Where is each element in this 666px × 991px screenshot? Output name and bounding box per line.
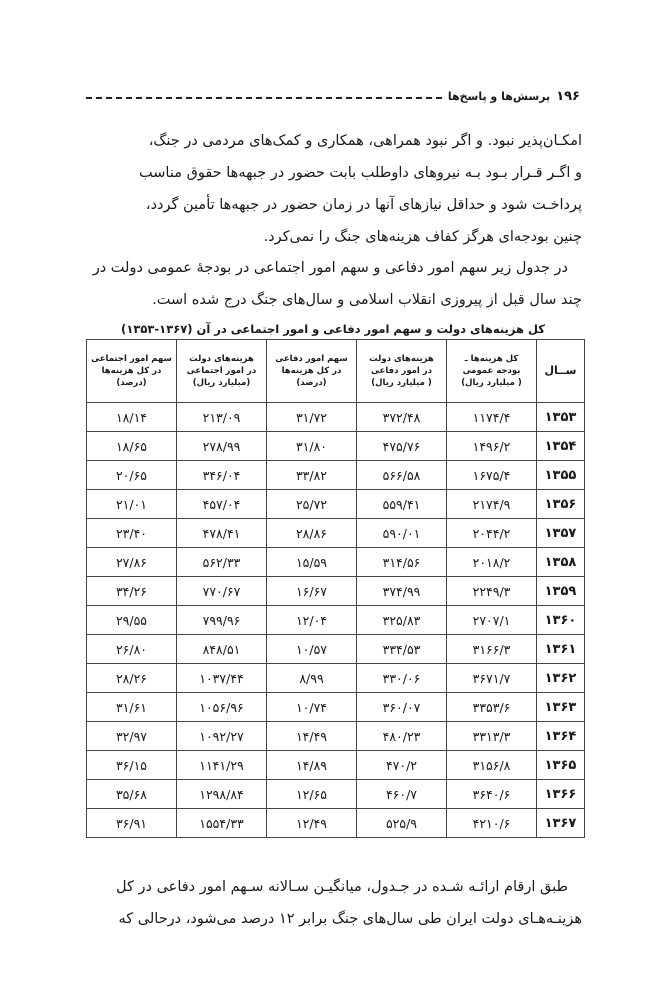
budget-table	[86, 339, 585, 838]
value-cell: ۴۵۷/۰۴	[177, 490, 267, 519]
value-cell: ۲۸/۲۶	[87, 664, 177, 693]
value-cell: ۲۱۷۴/۹	[447, 490, 537, 519]
value-cell: ۱۰/۵۷	[267, 635, 357, 664]
value-cell: ۳۳۴/۵۳	[357, 635, 447, 664]
value-cell: ۱۲۹۸/۸۴	[177, 780, 267, 809]
value-cell: ۱۲/۰۴	[267, 606, 357, 635]
column-header-line: کل هزینه‌ها ـ	[464, 354, 519, 364]
year-cell: ۱۳۵۸	[537, 548, 585, 577]
table-row	[87, 635, 585, 664]
table-row	[87, 809, 585, 838]
value-cell: ۲۵/۷۲	[267, 490, 357, 519]
value-cell: ۱۸/۱۴	[87, 403, 177, 432]
year-cell: ۱۳۶۷	[537, 809, 585, 838]
text-line: در جدول زیر سهم امور دفاعی و سهم امور اجتماعی در بودجۀ عمومی دولت در	[92, 260, 568, 276]
value-cell: ۲۲۴۹/۳	[447, 577, 537, 606]
column-header	[537, 340, 585, 403]
value-cell: ۱۵/۵۹	[267, 548, 357, 577]
value-cell: ۲۹/۵۵	[87, 606, 177, 635]
value-cell: ۳۳۱۳/۳	[447, 722, 537, 751]
year-cell: ۱۳۵۴	[537, 432, 585, 461]
column-header-line: (درصد)	[116, 378, 147, 388]
value-cell: ۱۱۴۱/۲۹	[177, 751, 267, 780]
paragraph-1	[84, 125, 582, 253]
year-cell: ۱۳۶۲	[537, 664, 585, 693]
value-cell: ۵۵۹/۴۱	[357, 490, 447, 519]
table-row	[87, 722, 585, 751]
value-cell: ۱۲/۴۹	[267, 809, 357, 838]
value-cell: ۲۷/۸۶	[87, 548, 177, 577]
value-cell: ۳۶۷۱/۷	[447, 664, 537, 693]
page-number: ۱۹۶	[556, 88, 580, 104]
column-header	[357, 340, 447, 403]
value-cell: ۲۷۸/۹۹	[177, 432, 267, 461]
value-cell: ۵۲۵/۹	[357, 809, 447, 838]
year-cell: ۱۳۶۶	[537, 780, 585, 809]
text-line: هزینـه‌هـای دولت ایران طی سال‌های جنگ برابر ۱۲ درصد می‌شود، درحالی که	[118, 911, 582, 927]
column-header	[177, 340, 267, 403]
value-cell: ۳۵/۶۸	[87, 780, 177, 809]
table-row	[87, 751, 585, 780]
value-cell: ۵۶۲/۳۳	[177, 548, 267, 577]
value-cell: ۴۷۵/۷۶	[357, 432, 447, 461]
table-row	[87, 403, 585, 432]
paragraph-3	[84, 871, 582, 935]
table-row	[87, 490, 585, 519]
value-cell: ۳۴۶/۰۴	[177, 461, 267, 490]
value-cell: ۲۱/۰۱	[87, 490, 177, 519]
value-cell: ۱۶/۶۷	[267, 577, 357, 606]
text-line: طبق ارقام ارائـه شـده در جـدول، میانگیـن سـالانه سـهم امور دفاعی در کل	[116, 879, 568, 895]
table-row	[87, 519, 585, 548]
year-cell: ۱۳۵۷	[537, 519, 585, 548]
column-header	[447, 340, 537, 403]
value-cell: ۳۴/۲۶	[87, 577, 177, 606]
value-cell: ۳۱/۷۲	[267, 403, 357, 432]
table-row	[87, 780, 585, 809]
text-line: چنین بودجه‌ای هرگز کفاف هزینه‌های جنگ را نمی‌کرد.	[263, 229, 582, 245]
column-header	[87, 340, 177, 403]
table-row	[87, 461, 585, 490]
column-header-line: در امور دفاعی	[370, 366, 433, 376]
value-cell: ۷۷۰/۶۷	[177, 577, 267, 606]
table-row	[87, 548, 585, 577]
year-cell: ۱۳۶۴	[537, 722, 585, 751]
value-cell: ۷۹۹/۹۶	[177, 606, 267, 635]
value-cell: ۳۶۴۰/۶	[447, 780, 537, 809]
value-cell: ۳۳/۸۲	[267, 461, 357, 490]
value-cell: ۲۰۱۸/۲	[447, 548, 537, 577]
value-cell: ۳۶/۱۵	[87, 751, 177, 780]
column-header-line: سهم امور دفاعی	[275, 354, 348, 364]
value-cell: ۲۶/۸۰	[87, 635, 177, 664]
year-cell: ۱۳۵۵	[537, 461, 585, 490]
value-cell: ۱۵۵۴/۳۳	[177, 809, 267, 838]
value-cell: ۵۹۰/۰۱	[357, 519, 447, 548]
column-header-line: ســال	[544, 364, 577, 377]
value-cell: ۱۶۷۵/۴	[447, 461, 537, 490]
value-cell: ۴۶۰/۷	[357, 780, 447, 809]
value-cell: ۴۷۰/۲	[357, 751, 447, 780]
value-cell: ۴۲۱۰/۶	[447, 809, 537, 838]
column-header-line: ( میلیارد ریال)	[461, 378, 522, 388]
value-cell: ۴۷۸/۴۱	[177, 519, 267, 548]
value-cell: ۳۳۰/۰۶	[357, 664, 447, 693]
header-dashed-rule	[86, 97, 442, 99]
column-header-line: ( میلیارد ریال)	[371, 378, 432, 388]
table-row	[87, 606, 585, 635]
text-line: امکـان‌پذیر نبود. و اگر نبود همراهی، همکاری و کمک‌های مردمی در جنگ،	[148, 133, 582, 149]
year-cell: ۱۳۶۱	[537, 635, 585, 664]
value-cell: ۳۶/۹۱	[87, 809, 177, 838]
value-cell: ۳۱۴/۵۶	[357, 548, 447, 577]
value-cell: ۲۰/۶۵	[87, 461, 177, 490]
value-cell: ۲۳/۴۰	[87, 519, 177, 548]
table-header-row	[87, 340, 585, 403]
value-cell: ۳۱/۶۱	[87, 693, 177, 722]
value-cell: ۱۴/۸۹	[267, 751, 357, 780]
value-cell: ۱۸/۶۵	[87, 432, 177, 461]
column-header-line: در کل هزینه‌ها	[101, 366, 162, 376]
value-cell: ۱۴/۴۹	[267, 722, 357, 751]
value-cell: ۳۱۵۶/۸	[447, 751, 537, 780]
table-body	[87, 403, 585, 838]
value-cell: ۲۸/۸۶	[267, 519, 357, 548]
value-cell: ۱۰۳۷/۴۴	[177, 664, 267, 693]
value-cell: ۱۲/۶۵	[267, 780, 357, 809]
text-line: چند سال قبل از پیروزی انقلاب اسلامی و سال‌های جنگ درج شده است.	[152, 292, 582, 308]
column-header-line: سهم امور اجتماعی	[91, 354, 172, 364]
column-header	[267, 340, 357, 403]
value-cell: ۳۷۲/۴۸	[357, 403, 447, 432]
value-cell: ۳۲۵/۸۳	[357, 606, 447, 635]
value-cell: ۱۰۵۶/۹۶	[177, 693, 267, 722]
value-cell: ۱۰/۷۴	[267, 693, 357, 722]
value-cell: ۳۲/۹۷	[87, 722, 177, 751]
column-header-line: هزینه‌های دولت	[189, 354, 254, 364]
column-header-line: بودجه عمومی	[462, 366, 521, 376]
running-title: پرسش‌ها و پاسخ‌ها	[447, 89, 551, 103]
table-row	[87, 693, 585, 722]
value-cell: ۳۱۶۶/۳	[447, 635, 537, 664]
value-cell: ۴۸۰/۲۳	[357, 722, 447, 751]
paragraph-2	[84, 252, 582, 316]
table-title: کل هزینه‌های دولت و سهم امور دفاعی و امور اجتماعی در آن (۱۳۶۷-۱۳۵۳)	[121, 322, 545, 336]
value-cell: ۳۳۵۳/۶	[447, 693, 537, 722]
table-row	[87, 664, 585, 693]
value-cell: ۱۱۷۴/۴	[447, 403, 537, 432]
text-line: و اگـر قـرار بـود بـه نیروهای داوطلب بابت حضور در جبهه‌ها حقوق مناسب	[139, 165, 582, 181]
value-cell: ۳۶۰/۰۷	[357, 693, 447, 722]
table-row	[87, 432, 585, 461]
value-cell: ۸/۹۹	[267, 664, 357, 693]
year-cell: ۱۳۶۵	[537, 751, 585, 780]
table-row	[87, 577, 585, 606]
value-cell: ۸۴۸/۵۱	[177, 635, 267, 664]
column-header-line: در کل هزینه‌ها	[281, 366, 342, 376]
column-header-line: هزینه‌های دولت	[369, 354, 434, 364]
value-cell: ۱۰۹۲/۲۷	[177, 722, 267, 751]
running-header	[86, 86, 580, 106]
value-cell: ۲۷۰۷/۱	[447, 606, 537, 635]
value-cell: ۲۰۴۴/۲	[447, 519, 537, 548]
year-cell: ۱۳۶۳	[537, 693, 585, 722]
column-header-line: (میلیارد ریال)	[192, 378, 251, 388]
value-cell: ۳۱/۸۰	[267, 432, 357, 461]
column-header-line: در امور اجتماعی	[186, 366, 257, 376]
year-cell: ۱۳۶۰	[537, 606, 585, 635]
year-cell: ۱۳۵۶	[537, 490, 585, 519]
value-cell: ۳۷۴/۹۹	[357, 577, 447, 606]
value-cell: ۵۶۶/۵۸	[357, 461, 447, 490]
text-line: پرداخـت شود و حداقل نیازهای آنها در زمان حضور در جبهه‌ها تأمین گردد،	[145, 197, 582, 213]
column-header-line: (درصد)	[296, 378, 327, 388]
value-cell: ۱۴۹۶/۲	[447, 432, 537, 461]
year-cell: ۱۳۵۹	[537, 577, 585, 606]
value-cell: ۲۱۳/۰۹	[177, 403, 267, 432]
year-cell: ۱۳۵۳	[537, 403, 585, 432]
